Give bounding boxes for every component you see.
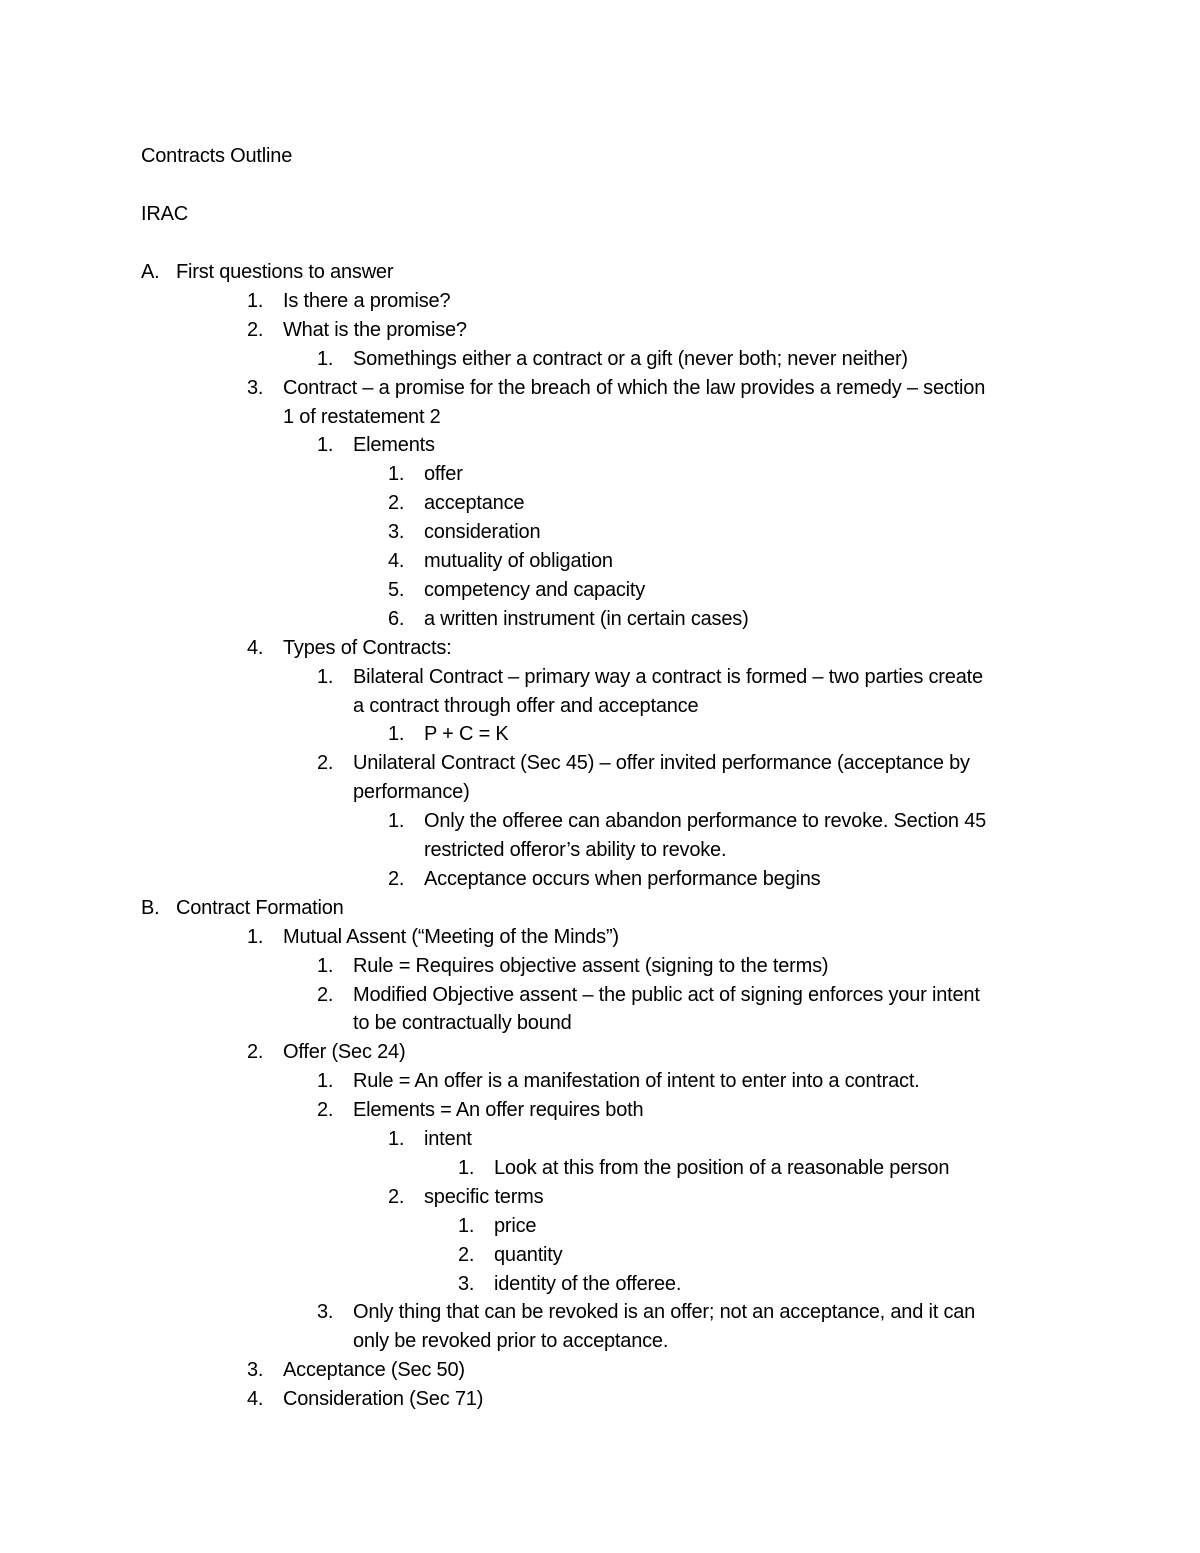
outline-item-marker: 1. [247, 289, 264, 312]
outline-item-marker: 1. [388, 463, 405, 486]
outline-item-marker: 1. [317, 954, 334, 977]
outline-item-marker: 1. [458, 1156, 475, 1179]
outline-item-marker: 2. [247, 318, 264, 341]
outline-item-marker: 1. [388, 810, 405, 833]
outline-item-text: a written instrument (in certain cases) [424, 607, 749, 630]
outline-item-text: performance) [353, 781, 470, 804]
outline-item-marker: 1. [247, 925, 264, 948]
outline-item-text: Elements [353, 434, 435, 457]
outline-item-marker: 1. [317, 347, 334, 370]
outline-item-marker: 4. [247, 636, 264, 659]
outline-item-text: competency and capacity [424, 578, 646, 601]
outline-item-marker: 1. [388, 723, 405, 746]
outline-item-text: price [494, 1214, 537, 1237]
outline-item-text: offer [424, 463, 463, 486]
outline-item-text: Elements = An offer requires both [353, 1099, 644, 1122]
outline-item-marker: 4. [388, 550, 405, 572]
outline-item-text: Mutual Assent (“Meeting of the Minds”) [283, 925, 619, 948]
outline-item-text: P + C = K [424, 723, 509, 746]
outline-item-text: a contract through offer and acceptance [353, 694, 699, 717]
outline-item-text: to be contractually bound [353, 1012, 572, 1035]
outline-item-marker: 3. [388, 521, 405, 544]
outline-item-text: Types of Contracts: [283, 636, 452, 659]
outline-item-text: Only thing that can be revoked is an offer; not an acceptance, and it can [353, 1301, 976, 1324]
outline-item-marker: 2. [317, 1099, 334, 1122]
document-title: Contracts Outline [141, 145, 293, 167]
outline-item-text: intent [424, 1128, 472, 1150]
outline-item-marker: A. [141, 261, 160, 283]
outline-item-text: identity of the offeree. [494, 1272, 682, 1295]
outline-item-text: Unilateral Contract (Sec 45) – offer invited performance (acceptance by [353, 752, 970, 775]
outline-item-text: Contract – a promise for the breach of which the law provides a remedy – section [283, 376, 986, 399]
outline-item-text: Is there a promise? [283, 289, 451, 312]
outline-item-text: mutuality of obligation [424, 550, 613, 572]
outline-item-marker: 2. [317, 752, 334, 775]
outline-item-marker: 1. [458, 1214, 475, 1237]
outline-item-text: Bilateral Contract – primary way a contract is formed – two parties create [353, 665, 983, 688]
outline-item-marker: 6. [388, 607, 405, 630]
outline-item-text: Only the offeree can abandon performance to revoke. Section 45 [424, 810, 987, 833]
outline-item-marker: 2. [458, 1243, 475, 1266]
outline-item-text: Acceptance (Sec 50) [283, 1359, 465, 1382]
outline-item-text: only be revoked prior to acceptance. [353, 1330, 669, 1353]
outline-item-marker: 3. [247, 376, 264, 399]
outline-item-marker: 1. [317, 665, 334, 688]
outline-item-marker: 2. [317, 983, 334, 1006]
outline-item-text: Offer (Sec 24) [283, 1041, 406, 1064]
outline-item-text: acceptance [424, 492, 525, 515]
outline-item-marker: 2. [388, 1185, 405, 1208]
outline-item-text: Somethings either a contract or a gift (never both; never neither) [353, 347, 908, 370]
outline-item-marker: 5. [388, 578, 405, 601]
outline-item-text: Contract Formation [176, 896, 344, 919]
outline-item-marker: 2. [388, 867, 405, 890]
outline-item-text: consideration [424, 521, 541, 544]
outline-item-marker: 1. [317, 434, 334, 457]
outline-item-marker: 2. [388, 492, 405, 515]
outline-item-marker: 2. [247, 1041, 264, 1064]
outline-item-marker: B. [141, 896, 160, 919]
outline-item-text: Acceptance occurs when performance begins [424, 867, 821, 890]
outline-item-text: 1 of restatement 2 [283, 405, 441, 428]
outline-item-marker: 1. [388, 1128, 405, 1150]
outline-item-text: First questions to answer [176, 261, 394, 283]
outline-item-text: specific terms [424, 1185, 544, 1208]
outline-item-text: restricted offeror’s ability to revoke. [424, 839, 727, 861]
document-subtitle: IRAC [141, 203, 188, 225]
outline-item-text: quantity [494, 1243, 563, 1266]
outline-item-marker: 1. [317, 1070, 334, 1093]
outline-item-marker: 3. [317, 1301, 334, 1324]
outline-item-text: Look at this from the position of a reasonable person [494, 1156, 950, 1179]
outline-item-text: What is the promise? [283, 318, 467, 341]
outline-item-marker: 3. [247, 1359, 264, 1382]
outline-item-text: Rule = Requires objective assent (signing to the terms) [353, 954, 829, 977]
outline-item-text: Modified Objective assent – the public act of signing enforces your intent [353, 983, 980, 1006]
outline-item-text: Rule = An offer is a manifestation of intent to enter into a contract. [353, 1070, 920, 1093]
outline-item-marker: 4. [247, 1388, 264, 1411]
outline-item-marker: 3. [458, 1272, 475, 1295]
outline-item-text: Consideration (Sec 71) [283, 1388, 484, 1411]
